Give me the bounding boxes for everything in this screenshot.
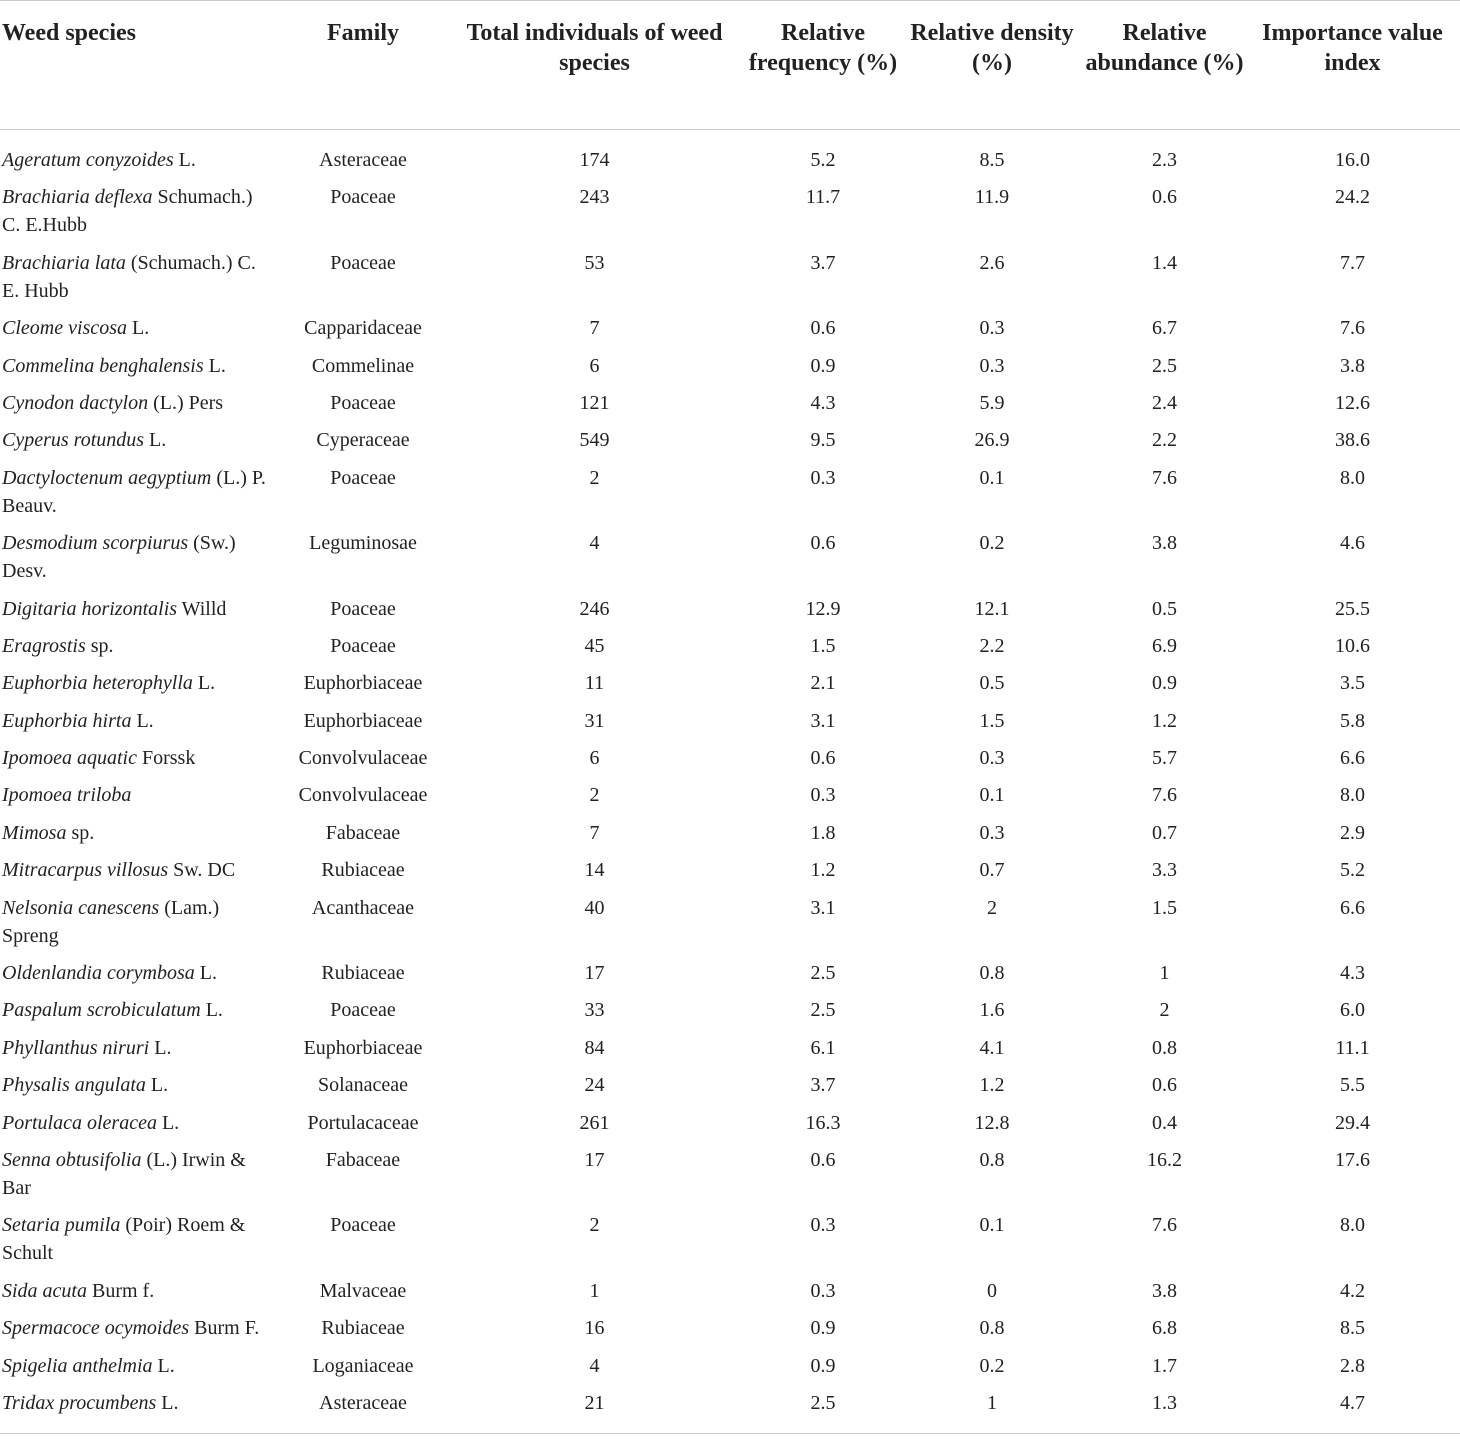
cell-total-individuals: 33 [584, 999, 605, 1022]
cell-family: Convolvulaceae [298, 747, 428, 770]
cell-weed-species [0, 1105, 283, 1142]
table-row [0, 1105, 1460, 1142]
cell-importance-value-index: 8.5 [1340, 1317, 1365, 1340]
species-binomial: Spigelia anthelmia [2, 1354, 153, 1377]
cell-family: Commelinae [311, 354, 415, 377]
table-row [0, 740, 1460, 777]
cell-family: Asteraceae [319, 1391, 407, 1414]
species-binomial: Physalis angulata [2, 1074, 146, 1097]
cell-relative-density: 0.2 [979, 532, 1005, 555]
cell-total-individuals: 246 [579, 597, 610, 620]
cell-relative-abundance: 16.2 [1147, 1148, 1182, 1171]
cell-total-individuals: 31 [584, 709, 605, 732]
cell-relative-abundance: 6.9 [1152, 634, 1177, 657]
cell-importance-value-index: 8.0 [1340, 784, 1365, 807]
cell-weed-species [0, 1348, 283, 1385]
table-row [0, 525, 1460, 590]
cell-importance-value-index: 29.4 [1335, 1111, 1370, 1134]
cell-relative-abundance: 2.5 [1152, 354, 1177, 377]
species-authority: sp. [66, 821, 95, 844]
species-binomial: Commelina benghalensis [2, 354, 204, 377]
table-row [0, 992, 1460, 1029]
species-binomial: Nelsonia canescens [2, 896, 160, 919]
table-row [0, 628, 1460, 665]
cell-weed-species [0, 1207, 283, 1272]
cell-total-individuals: 4 [589, 532, 600, 555]
cell-total-individuals: 174 [579, 149, 610, 171]
cell-relative-abundance: 2.3 [1152, 149, 1177, 171]
cell-weed-species [0, 422, 283, 459]
cell-weed-species [0, 460, 283, 525]
cell-relative-density: 1 [987, 1391, 997, 1414]
species-binomial: Tridax procumbens [2, 1391, 157, 1414]
table-row [0, 130, 1460, 180]
cell-weed-species [0, 245, 283, 310]
cell-relative-abundance: 0.4 [1152, 1111, 1177, 1134]
cell-relative-frequency: 1.8 [810, 821, 836, 844]
species-authority: (Schumach.) C. E. Hubb [2, 251, 256, 302]
cell-relative-frequency: 0.6 [810, 532, 836, 555]
cell-relative-density: 0.3 [979, 821, 1005, 844]
cell-importance-value-index: 11.1 [1335, 1036, 1370, 1059]
cell-relative-frequency: 3.7 [810, 1074, 836, 1097]
species-authority: (Poir) Roem & Schult [2, 1214, 246, 1265]
cell-family: Leguminosae [309, 532, 417, 555]
cell-relative-density: 1.6 [979, 999, 1005, 1022]
species-authority: (Sw.) Desv. [2, 532, 236, 583]
cell-weed-species [0, 1385, 283, 1434]
species-authority: L. [194, 962, 217, 985]
table-row [0, 665, 1460, 702]
cell-importance-value-index: 10.6 [1335, 634, 1370, 657]
cell-family: Poaceae [330, 391, 396, 414]
species-authority: Willd [177, 597, 227, 620]
cell-total-individuals: 14 [584, 859, 605, 882]
cell-relative-frequency: 0.6 [810, 747, 836, 770]
cell-relative-abundance: 0.6 [1152, 186, 1177, 209]
cell-relative-frequency: 0.3 [810, 1279, 836, 1302]
species-binomial: Portulaca oleracea [2, 1111, 157, 1134]
species-binomial: Brachiaria lata [2, 251, 126, 274]
species-authority: L. [145, 1074, 169, 1097]
table-row [0, 1310, 1460, 1347]
cell-relative-abundance: 3.3 [1152, 859, 1177, 882]
cell-family: Solanaceae [318, 1074, 408, 1097]
cell-importance-value-index: 7.7 [1340, 251, 1365, 274]
cell-relative-frequency: 2.5 [810, 1391, 836, 1414]
cell-family: Rubiaceae [321, 962, 405, 985]
cell-relative-abundance: 7.6 [1152, 784, 1177, 807]
table-row [0, 890, 1460, 955]
cell-relative-frequency: 16.3 [805, 1111, 841, 1134]
cell-relative-density: 2 [987, 896, 997, 919]
cell-total-individuals: 121 [579, 391, 610, 414]
species-binomial: Mimosa [2, 821, 67, 844]
cell-weed-species [0, 665, 283, 702]
table-row [0, 591, 1460, 628]
table-row [0, 422, 1460, 459]
species-authority: Forssk [136, 747, 196, 770]
cell-weed-species [0, 1030, 283, 1067]
species-authority: L. [131, 709, 154, 732]
cell-relative-density: 0.5 [979, 672, 1005, 695]
cell-relative-density: 2.2 [979, 634, 1005, 657]
cell-total-individuals: 6 [589, 747, 600, 770]
cell-relative-frequency: 1.2 [810, 859, 836, 882]
cell-family: Fabaceae [325, 821, 401, 844]
cell-importance-value-index: 17.6 [1335, 1148, 1370, 1171]
species-binomial: Senna obtusifolia [2, 1148, 142, 1171]
cell-weed-species [0, 591, 283, 628]
cell-relative-frequency: 5.2 [810, 149, 836, 171]
species-authority: L. [149, 1036, 172, 1059]
cell-family: Poaceae [330, 634, 396, 657]
cell-relative-frequency: 0.9 [810, 1317, 836, 1340]
cell-relative-frequency: 9.5 [810, 429, 836, 452]
cell-relative-abundance: 0.5 [1152, 597, 1177, 620]
cell-relative-density: 2.6 [979, 251, 1005, 274]
cell-relative-density: 0.1 [979, 466, 1005, 489]
species-binomial: Ageratum conyzoides [2, 149, 174, 171]
cell-total-individuals: 24 [584, 1074, 605, 1097]
cell-total-individuals: 17 [584, 1148, 605, 1171]
cell-relative-frequency: 0.9 [810, 1354, 836, 1377]
cell-importance-value-index: 5.8 [1340, 709, 1365, 732]
cell-total-individuals: 40 [584, 896, 605, 919]
cell-relative-frequency: 12.9 [805, 597, 841, 620]
cell-weed-species [0, 890, 283, 955]
species-authority: L. [156, 1391, 179, 1414]
species-binomial: Euphorbia heterophylla [2, 672, 193, 695]
header-relative-frequency: Relative frequency (%) [748, 20, 898, 76]
table-row [0, 852, 1460, 889]
cell-relative-density: 0.7 [979, 859, 1005, 882]
cell-total-individuals: 1 [589, 1279, 600, 1302]
cell-total-individuals: 11 [584, 672, 605, 695]
species-binomial: Cyperus rotundus [2, 429, 145, 452]
cell-relative-frequency: 4.3 [810, 391, 836, 414]
cell-total-individuals: 2 [589, 466, 600, 489]
cell-relative-abundance: 1.5 [1152, 896, 1177, 919]
cell-weed-species [0, 385, 283, 422]
table-body [0, 130, 1460, 1434]
cell-family: Poaceae [330, 597, 396, 620]
cell-family: Rubiaceae [321, 1317, 405, 1340]
species-authority: Burm F. [189, 1317, 260, 1340]
cell-relative-frequency: 11.7 [805, 186, 841, 209]
header-relative-density: Relative density (%) [910, 20, 1074, 76]
cell-family: Poaceae [330, 999, 396, 1022]
cell-weed-species [0, 525, 283, 590]
cell-family: Poaceae [330, 1214, 396, 1237]
table-row [0, 245, 1460, 310]
cell-relative-frequency: 2.1 [810, 672, 836, 695]
cell-importance-value-index: 3.5 [1340, 672, 1365, 695]
cell-weed-species [0, 852, 283, 889]
cell-relative-density: 0.2 [979, 1354, 1005, 1377]
cell-relative-frequency: 6.1 [810, 1036, 836, 1059]
species-binomial: Oldenlandia corymbosa [2, 962, 195, 985]
cell-relative-frequency: 0.3 [810, 466, 836, 489]
table-row [0, 777, 1460, 814]
cell-family: Euphorbiaceae [303, 709, 423, 732]
cell-weed-species [0, 955, 283, 992]
cell-relative-frequency: 1.5 [810, 634, 836, 657]
cell-total-individuals: 45 [584, 634, 605, 657]
cell-importance-value-index: 4.6 [1340, 532, 1365, 555]
species-authority: Burm f. [87, 1279, 155, 1302]
cell-total-individuals: 6 [589, 354, 600, 377]
cell-relative-density: 4.1 [979, 1036, 1005, 1059]
cell-total-individuals: 549 [579, 429, 610, 452]
species-authority: sp. [85, 634, 114, 657]
cell-weed-species [0, 1310, 283, 1347]
species-authority: L. [192, 672, 216, 695]
cell-relative-abundance: 2 [1159, 999, 1170, 1022]
cell-weed-species [0, 703, 283, 740]
cell-relative-abundance: 0.8 [1152, 1036, 1177, 1059]
cell-total-individuals: 16 [584, 1317, 605, 1340]
species-authority: L. [126, 317, 150, 340]
cell-importance-value-index: 8.0 [1340, 1214, 1365, 1237]
cell-relative-abundance: 0.9 [1152, 672, 1177, 695]
cell-relative-density: 0.3 [979, 747, 1005, 770]
cell-relative-abundance: 7.6 [1152, 466, 1177, 489]
cell-total-individuals: 17 [584, 962, 605, 985]
cell-importance-value-index: 16.0 [1335, 149, 1370, 171]
species-binomial: Sida acuta [2, 1279, 87, 1302]
cell-relative-abundance: 3.8 [1152, 532, 1177, 555]
header-total-individuals: Total individuals of weed species [466, 20, 723, 76]
species-binomial: Mitracarpus villosus [2, 859, 169, 882]
cell-family: Poaceae [330, 466, 396, 489]
cell-total-individuals: 4 [589, 1354, 600, 1377]
cell-weed-species [0, 130, 283, 180]
header-row [0, 1, 1460, 130]
cell-relative-abundance: 1 [1159, 962, 1170, 985]
cell-relative-density: 0 [987, 1279, 997, 1302]
table-row [0, 703, 1460, 740]
cell-relative-density: 12.1 [974, 597, 1010, 620]
species-binomial: Ipomoea triloba [2, 784, 132, 807]
cell-relative-abundance: 0.7 [1152, 821, 1177, 844]
cell-importance-value-index: 2.9 [1340, 821, 1365, 844]
species-binomial: Euphorbia hirta [2, 709, 132, 732]
cell-family: Asteraceae [319, 149, 407, 171]
header-importance-value-index: Importance value index [1262, 20, 1443, 76]
cell-importance-value-index: 2.8 [1340, 1354, 1365, 1377]
cell-relative-abundance: 5.7 [1152, 747, 1177, 770]
cell-relative-density: 12.8 [974, 1111, 1010, 1134]
cell-relative-density: 0.3 [979, 354, 1005, 377]
table-row [0, 1385, 1460, 1434]
species-binomial: Ipomoea aquatic [2, 747, 137, 770]
cell-relative-abundance: 3.8 [1152, 1279, 1177, 1302]
cell-relative-abundance: 6.8 [1152, 1317, 1177, 1340]
cell-relative-density: 0.8 [979, 962, 1005, 985]
header-family: Family [327, 20, 399, 46]
table-row [0, 310, 1460, 347]
species-authority: L. [156, 1111, 180, 1134]
cell-family: Fabaceae [325, 1148, 401, 1171]
table-row [0, 815, 1460, 852]
cell-total-individuals: 53 [584, 251, 605, 274]
species-authority: L. [200, 999, 223, 1022]
cell-weed-species [0, 1273, 283, 1310]
cell-importance-value-index: 6.0 [1340, 999, 1365, 1022]
header-weed-species: Weed species [2, 20, 136, 46]
species-binomial: Cynodon dactylon [2, 391, 149, 414]
species-binomial: Eragrostis [2, 634, 86, 657]
cell-importance-value-index: 4.3 [1340, 962, 1365, 985]
cell-relative-frequency: 0.6 [810, 317, 836, 340]
cell-relative-density: 1.2 [979, 1074, 1005, 1097]
cell-family: Poaceae [330, 251, 396, 274]
cell-relative-frequency: 3.1 [810, 896, 836, 919]
cell-relative-abundance: 1.7 [1152, 1354, 1177, 1377]
table-row [0, 385, 1460, 422]
cell-importance-value-index: 12.6 [1335, 391, 1370, 414]
species-authority: (L.) P. Beauv. [2, 466, 266, 517]
cell-importance-value-index: 5.5 [1340, 1074, 1365, 1097]
table-row [0, 1348, 1460, 1385]
table-row [0, 1207, 1460, 1272]
cell-weed-species [0, 628, 283, 665]
cell-importance-value-index: 8.0 [1340, 466, 1365, 489]
cell-family: Convolvulaceae [298, 784, 428, 807]
cell-relative-density: 0.1 [979, 1214, 1005, 1237]
cell-family: Capparidaceae [304, 317, 422, 340]
cell-total-individuals: 7 [589, 821, 600, 844]
cell-family: Malvaceae [319, 1279, 407, 1302]
cell-relative-frequency: 2.5 [810, 999, 836, 1022]
cell-weed-species [0, 348, 283, 385]
species-binomial: Brachiaria deflexa [2, 186, 153, 209]
cell-importance-value-index: 38.6 [1335, 429, 1370, 452]
cell-weed-species [0, 777, 283, 814]
species-authority: Schumach.) C. E.Hubb [2, 186, 253, 237]
species-binomial: Desmodium scorpiurus [2, 532, 189, 555]
cell-weed-species [0, 310, 283, 347]
table-row [0, 1273, 1460, 1310]
cell-total-individuals: 2 [589, 784, 600, 807]
cell-relative-abundance: 7.6 [1152, 1214, 1177, 1237]
cell-importance-value-index: 7.6 [1340, 317, 1365, 340]
cell-relative-density: 11.9 [974, 186, 1010, 209]
cell-weed-species [0, 815, 283, 852]
table-row [0, 348, 1460, 385]
table-row [0, 1142, 1460, 1207]
cell-weed-species [0, 992, 283, 1029]
table-header [0, 1, 1460, 130]
cell-relative-abundance: 1.4 [1152, 251, 1177, 274]
cell-family: Loganiaceae [312, 1354, 414, 1377]
species-binomial: Digitaria horizontalis [2, 597, 178, 620]
cell-relative-abundance: 1.2 [1152, 709, 1177, 732]
cell-relative-abundance: 2.4 [1152, 391, 1177, 414]
species-authority: (L.) Pers [148, 391, 224, 414]
cell-family: Portulacaceae [307, 1111, 419, 1134]
header-relative-abundance: Relative abundance (%) [1085, 20, 1244, 76]
cell-importance-value-index: 3.8 [1340, 354, 1365, 377]
cell-relative-density: 0.8 [979, 1148, 1005, 1171]
cell-relative-density: 0.1 [979, 784, 1005, 807]
cell-relative-abundance: 1.3 [1152, 1391, 1177, 1414]
cell-family: Cyperaceae [316, 429, 410, 452]
table-row [0, 1067, 1460, 1104]
cell-weed-species [0, 1067, 283, 1104]
cell-relative-frequency: 0.3 [810, 1214, 836, 1237]
cell-weed-species [0, 1142, 283, 1207]
cell-relative-density: 0.3 [979, 317, 1005, 340]
species-binomial: Spermacoce ocymoides [2, 1317, 190, 1340]
species-binomial: Phyllanthus niruri [2, 1036, 150, 1059]
species-binomial: Paspalum scrobiculatum [2, 999, 201, 1022]
cell-relative-frequency: 3.1 [810, 709, 836, 732]
cell-weed-species [0, 740, 283, 777]
species-authority: (L.) Irwin & Bar [2, 1148, 246, 1199]
cell-family: Euphorbiaceae [303, 1036, 423, 1059]
cell-importance-value-index: 6.6 [1340, 896, 1365, 919]
cell-family: Euphorbiaceae [303, 672, 423, 695]
cell-importance-value-index: 4.7 [1340, 1391, 1365, 1414]
table-row [0, 460, 1460, 525]
cell-family: Acanthaceae [311, 896, 415, 919]
cell-relative-frequency: 0.3 [810, 784, 836, 807]
cell-relative-density: 0.8 [979, 1317, 1005, 1340]
species-authority: L. [203, 354, 226, 377]
cell-relative-density: 1.5 [979, 709, 1005, 732]
cell-total-individuals: 2 [589, 1214, 600, 1237]
cell-relative-density: 5.9 [979, 391, 1005, 414]
cell-relative-frequency: 0.9 [810, 354, 836, 377]
cell-importance-value-index: 6.6 [1340, 747, 1365, 770]
cell-relative-density: 26.9 [974, 429, 1010, 452]
species-authority: L. [173, 149, 196, 171]
species-binomial: Dactyloctenum aegyptium [2, 466, 212, 489]
cell-family: Poaceae [330, 186, 396, 209]
cell-total-individuals: 21 [584, 1391, 605, 1414]
species-authority: L. [144, 429, 167, 452]
table-row [0, 179, 1460, 244]
cell-weed-species [0, 179, 283, 244]
cell-relative-density: 8.5 [979, 149, 1005, 171]
cell-relative-frequency: 2.5 [810, 962, 836, 985]
cell-relative-frequency: 3.7 [810, 251, 836, 274]
species-binomial: Cleome viscosa [2, 317, 127, 340]
cell-total-individuals: 261 [579, 1111, 610, 1134]
table-row [0, 955, 1460, 992]
cell-relative-frequency: 0.6 [810, 1148, 836, 1171]
cell-importance-value-index: 25.5 [1335, 597, 1370, 620]
cell-importance-value-index: 24.2 [1335, 186, 1370, 209]
cell-relative-abundance: 2.2 [1152, 429, 1177, 452]
species-binomial: Setaria pumila [2, 1214, 121, 1237]
cell-total-individuals: 243 [579, 186, 610, 209]
cell-total-individuals: 7 [589, 317, 600, 340]
cell-importance-value-index: 5.2 [1340, 859, 1365, 882]
cell-total-individuals: 84 [584, 1036, 605, 1059]
cell-relative-abundance: 6.7 [1152, 317, 1177, 340]
species-authority: (Lam.) Spreng [2, 896, 220, 947]
cell-relative-abundance: 0.6 [1152, 1074, 1177, 1097]
cell-family: Rubiaceae [321, 859, 405, 882]
cell-importance-value-index: 4.2 [1340, 1279, 1365, 1302]
species-authority: L. [152, 1354, 175, 1377]
table-row [0, 1030, 1460, 1067]
species-authority: Sw. DC [168, 859, 236, 882]
